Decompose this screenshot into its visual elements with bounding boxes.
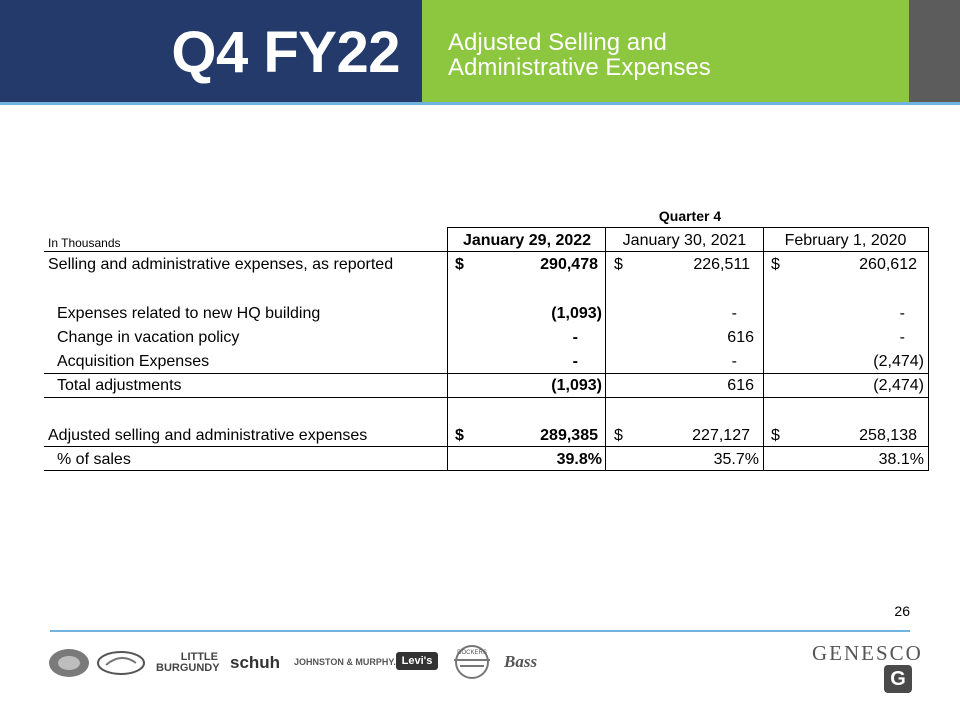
row-value: 39.8%	[556, 451, 602, 468]
row-value: 258,138	[859, 427, 917, 444]
row-value: (1,093)	[551, 305, 602, 322]
currency-symbol: $	[614, 256, 623, 273]
currency-symbol: $	[455, 427, 464, 444]
row-value: 616	[727, 377, 754, 394]
row-value: -	[572, 353, 578, 370]
row-value: 38.1%	[878, 451, 924, 468]
row-label: Adjusted selling and administrative expenses	[48, 427, 368, 444]
row-value: 616	[727, 329, 754, 346]
little-burgundy-line2: BURGUNDY	[156, 662, 220, 674]
row-value: 260,612	[859, 256, 917, 273]
table-rule-col2	[605, 227, 606, 471]
currency-symbol: $	[771, 427, 780, 444]
row-value: -	[731, 353, 737, 370]
row-label: Change in vacation policy	[57, 329, 240, 346]
slide-subtitle	[448, 30, 711, 80]
row-value: 290,478	[540, 256, 598, 273]
row-value: -	[899, 329, 905, 346]
quarter-group-header: Quarter 4	[658, 208, 722, 224]
units-label: In Thousands	[48, 236, 121, 250]
genesco-g-icon: G	[884, 665, 912, 693]
row-value: (1,093)	[551, 377, 602, 394]
footer-divider	[50, 630, 910, 632]
row-value: -	[899, 305, 905, 322]
row-label: Selling and administrative expenses, as reported	[48, 256, 394, 273]
row-label: % of sales	[57, 451, 131, 468]
johnston-murphy-logo: JOHNSTON & MURPHY.	[294, 657, 396, 667]
bass-logo: Bass	[504, 652, 538, 671]
table-rule-col1	[447, 227, 448, 471]
row-value: -	[572, 329, 578, 346]
slide-subtitle-line1: Adjusted Selling and	[448, 29, 667, 56]
table-rule-adjustments-bottom	[44, 397, 929, 398]
dockers-logo	[450, 642, 494, 682]
header-corner-panel	[909, 0, 960, 103]
currency-symbol: $	[771, 256, 780, 273]
currency-symbol: $	[455, 256, 464, 273]
row-label: Expenses related to new HQ building	[57, 305, 321, 322]
column-header-2022: January 29, 2022	[462, 232, 592, 249]
slide-title: Q4 FY22	[171, 20, 400, 85]
currency-symbol: $	[614, 427, 623, 444]
journeys-hands-logo	[46, 645, 92, 681]
row-value: (2,474)	[873, 353, 924, 370]
column-header-2020: February 1, 2020	[784, 232, 907, 249]
table-rule-adjustments-top	[44, 373, 929, 374]
little-burgundy-line1: LITTLE	[180, 651, 218, 663]
table-rule-bottom	[44, 470, 929, 471]
column-header-2021: January 30, 2021	[622, 232, 747, 249]
row-label: Acquisition Expenses	[57, 353, 210, 370]
table-rule-col3	[763, 227, 764, 471]
dockers-text: DOCKERS	[457, 650, 487, 656]
row-value: -	[731, 305, 737, 322]
slide-subtitle-line2: Administrative Expenses	[448, 54, 711, 81]
row-value: 35.7%	[713, 451, 759, 468]
header-divider	[0, 102, 960, 105]
table-rule-col4	[928, 227, 929, 471]
little-burgundy-logo	[156, 652, 218, 674]
table-rule-header-top	[447, 227, 929, 228]
table-rule-adjusted-bottom	[44, 446, 929, 447]
page-number: 26	[894, 603, 910, 619]
schuh-logo: schuh	[230, 653, 281, 672]
row-value: 226,511	[693, 256, 750, 273]
row-value: 227,127	[692, 427, 750, 444]
row-value: (2,474)	[873, 377, 924, 394]
oval-brand-logo	[96, 650, 146, 676]
table-rule-header-bottom	[44, 251, 929, 252]
row-value: 289,385	[540, 427, 598, 444]
genesco-wordmark: GENESCO	[812, 641, 923, 665]
dockers-wings-icon	[450, 642, 494, 682]
row-label: Total adjustments	[57, 377, 182, 394]
levis-logo: Levi's	[396, 652, 438, 670]
